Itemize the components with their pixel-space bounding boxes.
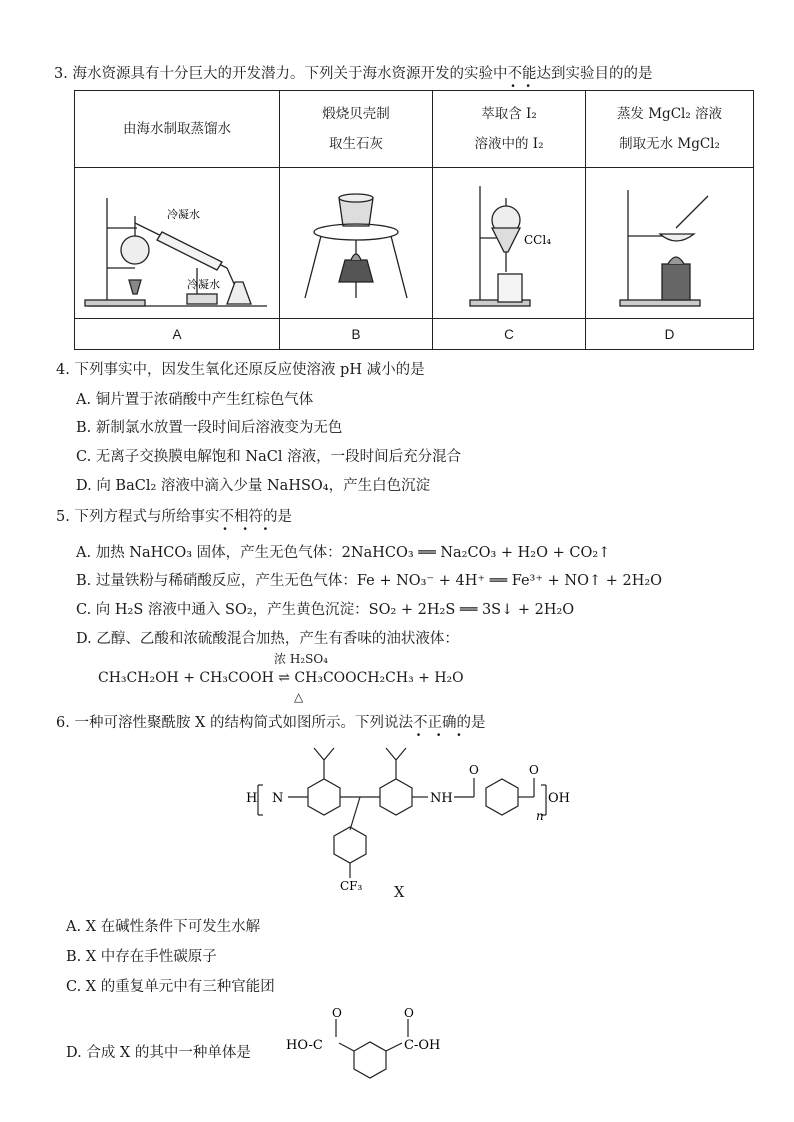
monomer-structure-figure <box>284 1005 474 1085</box>
svg-text:CF₃: CF₃ <box>340 879 363 893</box>
q4-option-a[interactable]: A. 铜片置于浓硝酸中产生红棕色气体 <box>76 392 314 408</box>
q3-figure-d <box>586 168 754 319</box>
distillation-apparatus-figure <box>77 168 277 314</box>
svg-text:H: H <box>246 791 258 806</box>
q3-stem <box>54 62 653 95</box>
q3-option-c-label[interactable]: C <box>433 319 586 350</box>
q5-stem: 5. 下列方程式与所给事实不相符 · · · 的是 <box>56 509 292 538</box>
q3-option-b-label[interactable]: B <box>280 319 433 350</box>
q6-option-a[interactable]: A. X 在碱性条件下可发生水解 <box>66 919 261 935</box>
q6-option-d[interactable]: D. 合成 X 的其中一种单体是 <box>66 1045 251 1061</box>
svg-text:NH: NH <box>430 791 453 806</box>
q6-option-b[interactable]: B. X 中存在手性碳原子 <box>66 949 217 965</box>
q3-header-b: 煅烧贝壳制 取生石灰 <box>280 91 433 168</box>
q4-stem: 4. 下列事实中，因发生氧化还原反应使溶液 pH 减小的是 <box>56 362 425 378</box>
q3-option-a-label[interactable]: A <box>75 319 280 350</box>
q6-stem: 6. 一种可溶性聚酰胺 X 的结构简式如图所示。下列说法不正确 · · · 的是 <box>56 715 486 744</box>
q3-header-a: 由海水制取蒸馏水 <box>75 91 280 168</box>
svg-text:n: n <box>536 809 544 823</box>
q4-option-c[interactable]: C. 无离子交换膜电解饱和 NaCl 溶液，一段时间后充分混合 <box>76 449 462 465</box>
q5-option-b[interactable]: B. 过量铁粉与稀硝酸反应，产生无色气体：Fe + NO₃⁻ + 4H⁺ ══ Fe³⁺ + NO↑ + 2H₂O <box>76 573 663 589</box>
polyamide-structure-figure <box>238 740 578 900</box>
q3-stem-before: 3. 海水资源具有十分巨大的开发潜力。下列关于海水资源开发的实验中 <box>54 66 508 82</box>
q3-stem-emph: 不能 · · <box>507 66 537 95</box>
q3-option-d-label[interactable]: D <box>586 319 754 350</box>
svg-text:OH: OH <box>548 791 570 806</box>
svg-text:O: O <box>529 763 539 777</box>
q3-stem-after: 达到实验目的的是 <box>536 66 653 82</box>
conc-h2so4-label: 浓 H₂SO₄ <box>274 652 328 666</box>
monomer-left-label: HO-C <box>286 1038 323 1053</box>
q5-option-a[interactable]: A. 加热 NaHCO₃ 固体，产生无色气体：2NaHCO₃ ══ Na₂CO₃ + H₂O + CO₂↑ <box>76 545 611 561</box>
heat-symbol: △ <box>294 690 304 704</box>
svg-text:N: N <box>272 791 284 806</box>
q6-stem-emph: 不正确 · · · <box>412 715 462 744</box>
q5-option-d[interactable]: D. 乙醇、乙酸和浓硫酸混合加热，产生有香味的油状液体： <box>76 631 459 647</box>
q5-option-d-conditions <box>256 650 346 667</box>
q4-option-d[interactable]: D. 向 BaCl₂ 溶液中滴入少量 NaHSO₄，产生白色沉淀 <box>76 478 431 494</box>
q3-figure-a <box>75 168 280 319</box>
evaporating-dish-figure <box>590 168 750 314</box>
separatory-funnel-figure <box>434 168 584 314</box>
q5-option-c[interactable]: C. 向 H₂S 溶液中通入 SO₂，产生黄色沉淀：SO₂ + 2H₂S ══ 3S↓ + 2H₂O <box>76 602 575 618</box>
monomer-right-label: C-OH <box>404 1038 441 1053</box>
q3-figure-b <box>280 168 433 319</box>
crucible-heating-figure <box>281 168 431 314</box>
q5-option-d-equation: CH₃CH₂OH + CH₃COOH ⇌ CH₃COOCH₂CH₃ + H₂O <box>98 670 464 686</box>
q3-experiment-table <box>74 90 754 350</box>
svg-text:O: O <box>469 763 479 777</box>
q4-option-b[interactable]: B. 新制氯水放置一段时间后溶液变为无色 <box>76 420 343 436</box>
q3-header-c: 萃取含 I₂ 溶液中的 I₂ <box>433 91 586 168</box>
q6-option-c[interactable]: C. X 的重复单元中有三种官能团 <box>66 979 275 995</box>
svg-text:O: O <box>332 1006 342 1020</box>
q5-stem-emph: 不相符 · · · <box>219 509 268 538</box>
ccl4-label: CCl₄ <box>524 233 552 247</box>
q6-figure-caption: X <box>394 885 405 901</box>
cold-water-label-bottom: 冷凝水 <box>187 278 220 291</box>
q3-figure-c <box>433 168 586 319</box>
svg-text:O: O <box>404 1006 414 1020</box>
cold-water-label-top: 冷凝水 <box>167 208 200 221</box>
q3-header-d: 蒸发 MgCl₂ 溶液 制取无水 MgCl₂ <box>586 91 754 168</box>
